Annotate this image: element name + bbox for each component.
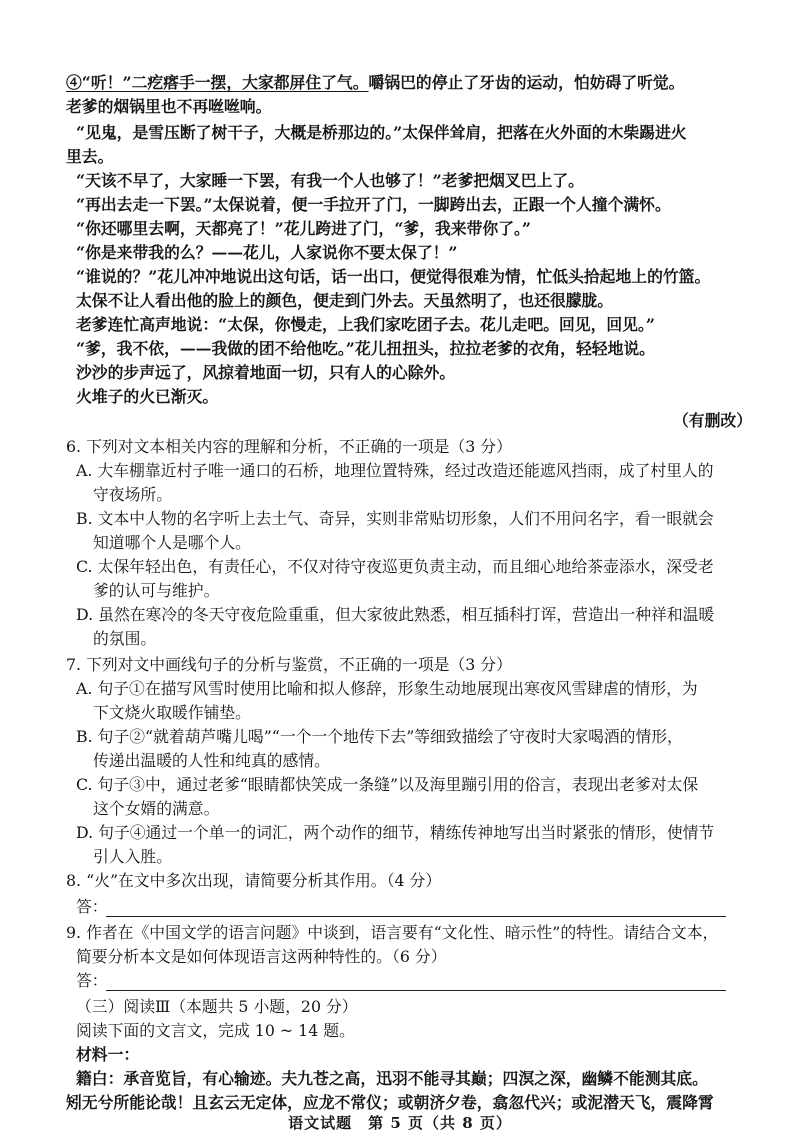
q8-answer-line[interactable]	[106, 916, 726, 917]
q7-option-b-cont: 传递出温暖的人性和纯真的感情。	[93, 751, 330, 770]
q7-option-d-cont: 引人入胜。	[93, 847, 172, 866]
passage-line-11: 老爹连忙高声地说：“太保，你慢走，上我们家吃团子去。花儿走吧。回见，回见。”	[76, 315, 655, 334]
passage-line-1: ④“听！”二疙瘩手一摆，大家都屏住了气。嚼锅巴的停止了牙齿的运动，怕妨碍了听觉。	[66, 73, 685, 92]
q6-option-b-cont: 知道哪个人是哪个人。	[93, 533, 251, 552]
q6-option-c: C. 太保年轻出色，有责任心，不仅对待守夜巡更负责主动，而且细心地给茶壶添水，深受老	[76, 557, 714, 576]
q9-answer-line[interactable]	[106, 990, 726, 991]
q7-option-d: D. 句子④通过一个单一的词汇，两个动作的细节，精练传神地写出当时紧张的情形，使情节	[76, 823, 715, 842]
q6-stem: 6. 下列对文本相关内容的理解和分析，不正确的一项是（3 分）	[66, 437, 512, 456]
passage-line-2: 老爹的烟锅里也不再咝咝响。	[66, 97, 272, 116]
q7-stem: 7. 下列对文中画线句子的分析与鉴赏，不正确的一项是（3 分）	[66, 655, 512, 674]
q6-option-b: B. 文本中人物的名字听上去土气、奇异，实则非常贴切形象，人们不用问名字，看一眼就会	[76, 509, 714, 528]
passage-line-3: “见鬼，是雪压断了树干子，大概是桥那边的。”太保伴耸肩，把落在火外面的木柴踢进火	[76, 123, 687, 142]
q7-option-b: B. 句子②“就着葫芦嘴儿喝”“一个一个地传下去”等细致描绘了守夜时大家喝酒的情形，	[76, 727, 683, 746]
q7-option-a-cont: 下文烧火取暖作铺垫。	[93, 703, 251, 722]
q6-option-c-cont: 爹的认可与维护。	[93, 581, 220, 600]
section-3-instruction: 阅读下面的文言文，完成 10 ~ 14 题。	[76, 1021, 355, 1040]
underlined-sentence-4: ④“听！”二疙瘩手一摆，大家都屏住了气。	[66, 73, 369, 92]
classical-text-line-2: 矧无兮所能论哉！且玄云无定体，应龙不常仪；或朝济夕卷，翕忽代兴；或泥潜天飞，震降霄	[66, 1093, 714, 1112]
q8-stem: 8. “火”在文中多次出现，请简要分析其作用。（4 分）	[66, 871, 442, 890]
passage-line-5: “天该不早了，大家睡一下罢，有我一个人也够了！”老爹把烟叉巴上了。	[76, 171, 584, 190]
q7-option-c-cont: 这个女婿的满意。	[93, 799, 220, 818]
q9-stem-cont: 简要分析本文是如何体现语言这两种特性的。（6 分）	[76, 947, 447, 966]
passage-line-6: “再出去走一下罢。”太保说着，便一手拉开了门，一脚跨出去，正跟一个人撞个满怀。	[76, 195, 671, 214]
q9-answer-label: 答：	[76, 971, 108, 990]
passage-line-13: 沙沙的步声远了，风掠着地面一切，只有人的心除外。	[76, 363, 456, 382]
q9-stem: 9. 作者在《中国文学的语言问题》中谈到，语言要有“文化性、暗示性”的特性。请结合文本，	[66, 923, 719, 942]
passage-line-4: 里去。	[66, 147, 114, 166]
passage-line-14: 火堆子的火已渐灭。	[76, 387, 219, 406]
q8-answer-label: 答：	[76, 897, 108, 916]
q7-option-c: C. 句子③中，通过老爹“眼睛都快笑成一条缝”以及海里蹦引用的俗言，表现出老爹对太保	[76, 775, 699, 794]
q6-option-d-cont: 的氛围。	[93, 629, 157, 648]
q6-option-a: A. 大车棚靠近村子唯一通口的石桥，地理位置特殊，经过改造还能遮风挡雨，成了村里人的	[76, 461, 714, 480]
material-1-label: 材料一：	[76, 1045, 140, 1064]
passage-line-9: “谁说的？”花儿冲冲地说出这句话，话一出口，便觉得很难为情，忙低头拾起地上的竹篮。	[76, 267, 711, 286]
page-footer: 语文试题 第 5 页（共 8 页）	[288, 1114, 512, 1132]
q6-option-a-cont: 守夜场所。	[93, 485, 172, 504]
passage-line-7: “你还哪里去啊，天都亮了！”花儿跨进了门，“爹，我来带你了。”	[76, 219, 531, 238]
q6-option-d: D. 虽然在寒冷的冬天守夜危险重重，但大家彼此熟悉，相互插科打诨，营造出一种祥和温暖	[76, 605, 715, 624]
classical-text-line-1: 籍白：承音览旨，有心输迹。夫九苍之高，迅羽不能寻其巅；四溟之深，幽鳞不能测其底。	[76, 1069, 708, 1088]
passage-line-8: “你是来带我的么？——花儿，人家说你不要太保了！”	[76, 243, 458, 262]
passage-line-12: “爹，我不依，——我做的团不给他吃。”花儿扭扭头，拉拉老爹的衣角，轻轻地说。	[76, 339, 655, 358]
passage-line-10: 太保不让人看出他的脸上的颜色，便走到门外去。天虽然明了，也还很朦胧。	[76, 291, 614, 310]
revision-note: （有删改）	[673, 411, 752, 430]
section-3-title: （三）阅读Ⅲ（本题共 5 小题，20 分）	[76, 997, 358, 1016]
q7-option-a: A. 句子①在描写风雪时使用比喻和拟人修辞，形象生动地展现出寒夜风雪肆虐的情形，为	[76, 679, 698, 698]
